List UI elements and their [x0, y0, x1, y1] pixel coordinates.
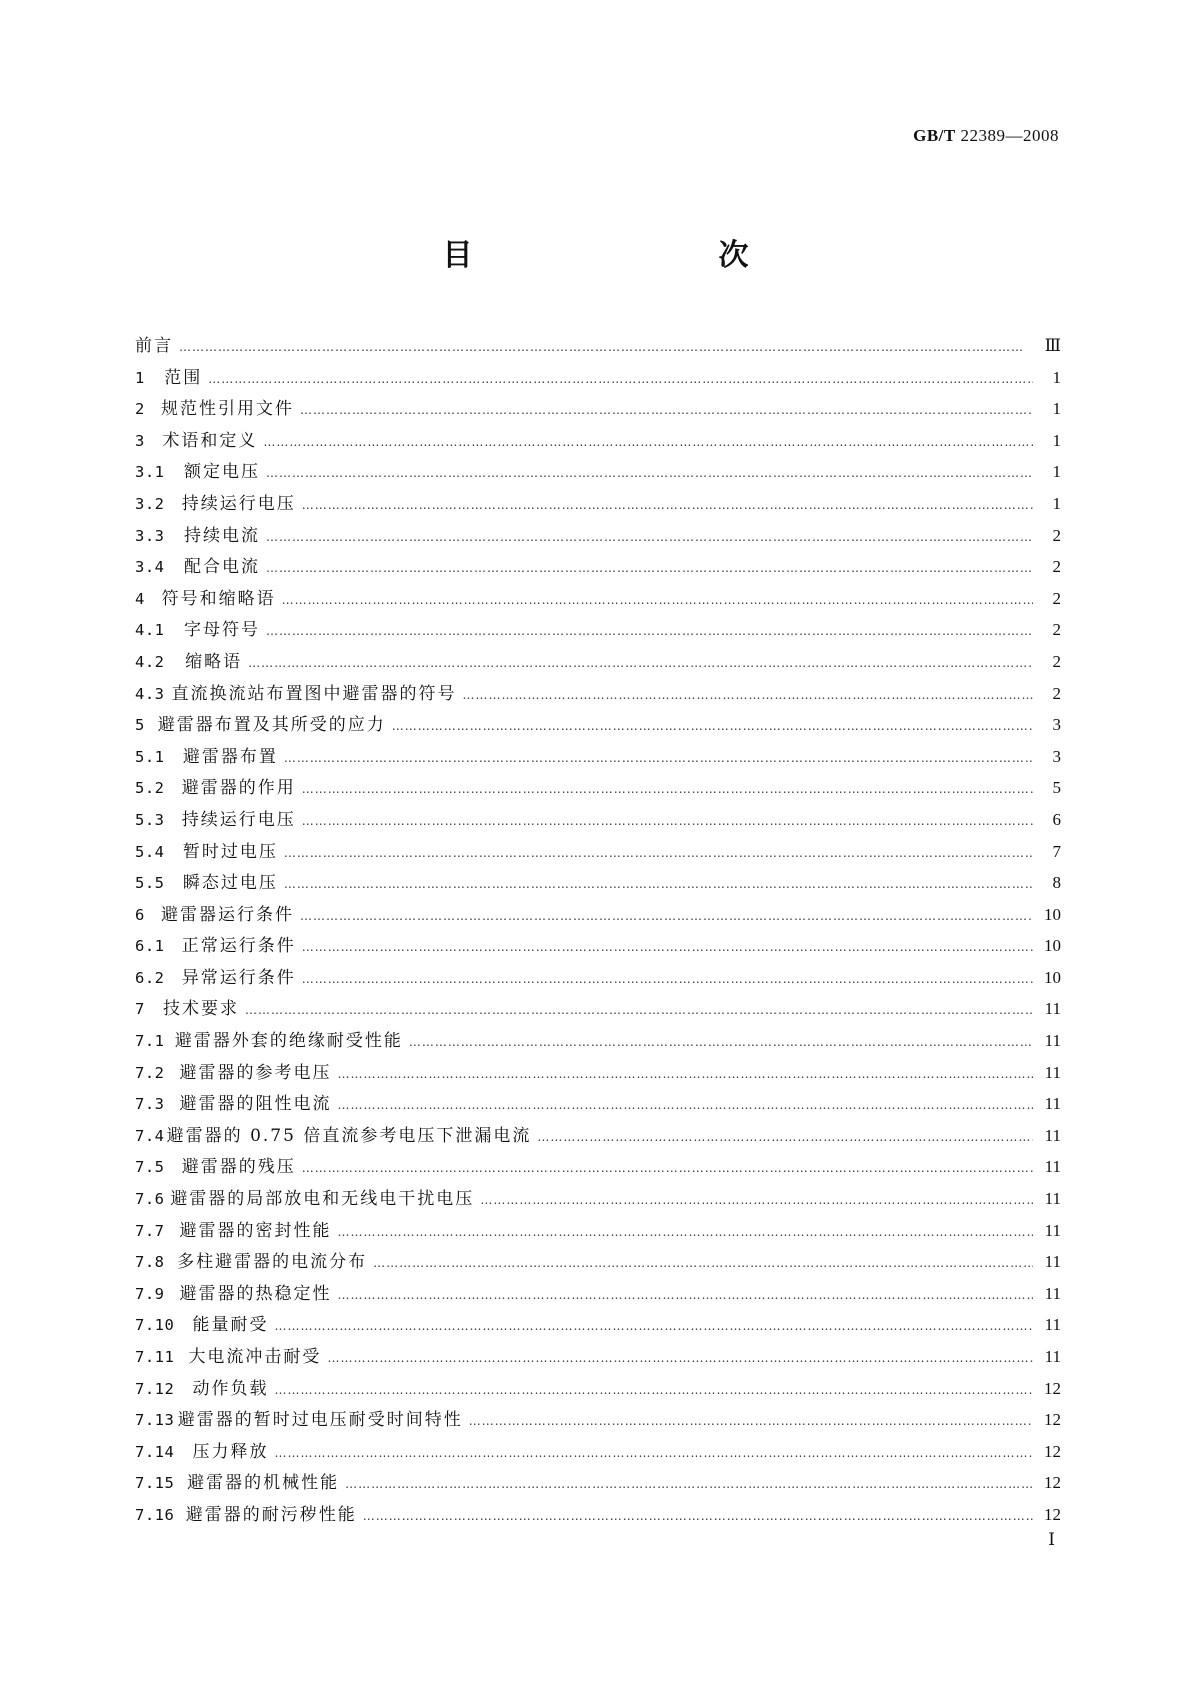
- toc-entry-page: 12: [1044, 1473, 1061, 1493]
- toc-leader-dots: [274, 1315, 1033, 1337]
- toc-entry-label: 字母符号: [184, 620, 261, 641]
- toc-entry-label: 避雷器运行条件: [161, 904, 295, 925]
- toc-entry-page: 11: [1044, 1157, 1061, 1177]
- toc-entry-number: 7.10: [135, 1316, 175, 1335]
- toc-entry-page: 2: [1052, 651, 1061, 671]
- toc-leader-dots: [363, 1505, 1033, 1527]
- toc-leader-dots: [266, 526, 1033, 548]
- toc-leader-dots: [302, 1157, 1033, 1179]
- toc-leader-dots: [302, 936, 1033, 958]
- toc-entry-label: 避雷器的残压: [181, 1157, 296, 1178]
- toc-entry-label: 额定电压: [184, 462, 261, 483]
- toc-leader-dots: [179, 336, 1033, 358]
- toc-entry-number: 3.4: [135, 558, 165, 577]
- toc-leader-dots: [373, 1252, 1033, 1274]
- toc-entry-label: 技术要求: [162, 999, 239, 1020]
- toc-leader-dots: [245, 999, 1033, 1021]
- toc-entry-page: 2: [1052, 557, 1061, 577]
- toc-entry-page: 3: [1052, 715, 1061, 735]
- toc-entry-number: 1: [135, 368, 145, 387]
- toc-leader-dots: [284, 873, 1033, 895]
- toc-entry-number: 5.3: [135, 810, 165, 829]
- toc-entry[interactable]: [135, 809, 1061, 841]
- toc-entry[interactable]: [135, 493, 1061, 525]
- toc-entry[interactable]: [135, 872, 1061, 904]
- toc-entry-page: 1: [1052, 430, 1061, 450]
- toc-entry-label: 符号和缩略语: [161, 588, 276, 609]
- toc-entry-number: 7.14: [135, 1442, 175, 1461]
- toc-entry[interactable]: [135, 904, 1061, 936]
- toc-entry-page: 10: [1044, 904, 1061, 924]
- toc-entry-label: 避雷器的暂时过电压耐受时间特性: [177, 1410, 463, 1431]
- toc-entry-number: 2: [135, 400, 145, 419]
- toc-leader-dots: [266, 557, 1033, 579]
- toc-entry[interactable]: [135, 841, 1061, 873]
- toc-entry-page: Ⅲ: [1044, 336, 1061, 355]
- toc-entry-number: 7.15: [135, 1474, 175, 1493]
- toc-entry-page: 10: [1044, 967, 1061, 987]
- toc-entry-number: 4.2: [135, 652, 165, 671]
- standard-code: 22389—2008: [960, 126, 1059, 145]
- toc-leader-dots: [302, 968, 1033, 990]
- toc-entry[interactable]: [135, 335, 1061, 367]
- toc-entry[interactable]: [135, 525, 1061, 557]
- toc-entry-label: 范围: [164, 367, 203, 388]
- toc-entry-page: 8: [1052, 873, 1061, 893]
- toc-entry-page: 3: [1052, 746, 1061, 766]
- toc-entry-number: 6.2: [135, 968, 165, 987]
- toc-entry-label: 避雷器布置: [182, 746, 278, 767]
- toc-entry-label: 动作负载: [192, 1378, 269, 1399]
- toc-leader-dots: [263, 431, 1033, 453]
- page-title: 目 次: [442, 238, 811, 273]
- toc-leader-dots: [462, 684, 1033, 706]
- toc-entry[interactable]: [135, 556, 1061, 588]
- toc-entry[interactable]: [135, 1062, 1061, 1094]
- toc-entry[interactable]: [135, 1346, 1061, 1378]
- toc-entry-number: 7.16: [135, 1505, 175, 1524]
- toc-entry-page: 2: [1052, 525, 1061, 545]
- toc-entry-page: 11: [1044, 1062, 1061, 1082]
- toc-entry-page: 11: [1044, 1252, 1061, 1272]
- toc-entry-label: 避雷器的参考电压: [179, 1062, 332, 1083]
- toc-entry-label: 异常运行条件: [181, 967, 296, 988]
- toc-entry-label: 缩略语: [185, 651, 243, 672]
- toc-entry-label: 避雷器的 0.75 倍直流参考电压下泄漏电流: [166, 1125, 532, 1146]
- toc-entry-number: 5.1: [135, 747, 165, 766]
- toc-entry[interactable]: [135, 714, 1061, 746]
- toc-entry-page: 1: [1052, 493, 1061, 513]
- toc-entry-page: 1: [1052, 462, 1061, 482]
- toc-entry-page: 11: [1044, 1283, 1061, 1303]
- toc-leader-dots: [327, 1347, 1033, 1369]
- toc-entry[interactable]: [135, 1093, 1061, 1125]
- toc-entry-number: 7.3: [135, 1095, 165, 1114]
- toc-leader-dots: [274, 1379, 1033, 1401]
- toc-entry[interactable]: [135, 1220, 1061, 1252]
- toc-entry[interactable]: [135, 1251, 1061, 1283]
- toc-entry[interactable]: [135, 1378, 1061, 1410]
- toc-entry[interactable]: [135, 1283, 1061, 1315]
- toc-leader-dots: [469, 1410, 1033, 1432]
- toc-leader-dots: [337, 1284, 1033, 1306]
- toc-entry-number: 5.5: [135, 874, 165, 893]
- toc-leader-dots: [337, 1094, 1033, 1116]
- toc-entry-number: 6: [135, 905, 145, 924]
- toc-entry-label: 能量耐受: [192, 1315, 269, 1336]
- toc-entry-number: 7.13: [135, 1411, 175, 1430]
- toc-entry-label: 避雷器布置及其所受的应力: [157, 715, 386, 736]
- toc-entry-number: 3.2: [135, 494, 165, 513]
- toc-entry-page: 11: [1044, 1125, 1061, 1145]
- toc-entry-page: 11: [1044, 1347, 1061, 1366]
- toc-entry-label: 避雷器的密封性能: [179, 1220, 332, 1241]
- toc-entry[interactable]: [135, 777, 1061, 809]
- toc-entry-number: 7.5: [135, 1158, 165, 1177]
- toc-entry[interactable]: [135, 651, 1061, 683]
- toc-entry[interactable]: [135, 1504, 1061, 1536]
- toc-leader-dots: [345, 1473, 1033, 1495]
- toc-entry-label: 持续电流: [184, 525, 261, 546]
- toc-entry-label: 多柱避雷器的电流分布: [177, 1252, 368, 1273]
- toc-entry-number: 7.2: [135, 1063, 165, 1082]
- toc-leader-dots: [480, 1189, 1033, 1211]
- toc-leader-dots: [282, 589, 1033, 611]
- toc-leader-dots: [302, 494, 1033, 516]
- toc-entry-label: 避雷器的局部放电和无线电干扰电压: [170, 1189, 475, 1210]
- toc-entry-page: 1: [1052, 367, 1061, 387]
- toc-leader-dots: [266, 620, 1033, 642]
- toc-entry-page: 6: [1052, 809, 1061, 829]
- toc-entry-label: 避雷器的热稳定性: [179, 1283, 332, 1304]
- toc-entry-number: 4.3: [135, 684, 165, 703]
- toc-entry[interactable]: [135, 398, 1061, 430]
- toc-entry-number: 7.1: [135, 1032, 165, 1051]
- toc-leader-dots: [337, 1063, 1033, 1085]
- toc-entry[interactable]: [135, 1156, 1061, 1188]
- toc-entry[interactable]: [135, 1314, 1061, 1346]
- standard-number: [913, 126, 1059, 146]
- toc-entry-number: 7.12: [135, 1379, 175, 1398]
- toc-entry[interactable]: [135, 998, 1061, 1030]
- toc-entry-label: 避雷器的阻性电流: [179, 1094, 332, 1115]
- toc-entry-number: 5: [135, 716, 145, 735]
- toc-entry-number: 4.1: [135, 621, 165, 640]
- toc-leader-dots: [208, 368, 1033, 390]
- toc-entry-label: 避雷器的作用: [181, 778, 296, 799]
- toc-entry-number: 7: [135, 1000, 145, 1019]
- toc-entry-label: 大电流冲击耐受: [188, 1347, 322, 1367]
- toc-entry-number: 7.4: [135, 1126, 165, 1145]
- toc-entry-number: 3.3: [135, 526, 165, 545]
- toc-entry-number: 3.1: [135, 463, 165, 482]
- toc-entry-label: 术语和定义: [162, 430, 258, 451]
- toc-entry-page: 5: [1052, 778, 1061, 798]
- toc-entry-label: 暂时过电压: [182, 841, 278, 862]
- toc-entry-page: 7: [1052, 841, 1061, 861]
- page-number: Ⅰ: [1048, 1530, 1055, 1549]
- standard-prefix: GB/T: [913, 126, 956, 145]
- toc-entry-label: 持续运行电压: [181, 493, 296, 514]
- toc-entry[interactable]: [135, 461, 1061, 493]
- toc-entry-page: 11: [1044, 1094, 1061, 1114]
- toc-entry[interactable]: [135, 746, 1061, 778]
- toc-entry-label: 瞬态过电压: [182, 873, 278, 894]
- toc-entry-page: 12: [1044, 1504, 1061, 1524]
- toc-entry-page: 2: [1052, 620, 1061, 640]
- toc-entry-page: 1: [1052, 399, 1061, 419]
- toc-entry-number: 4: [135, 589, 145, 608]
- toc-entry-label: 配合电流: [184, 557, 261, 578]
- toc-leader-dots: [300, 399, 1033, 421]
- toc-entry-number: 5.2: [135, 779, 165, 798]
- toc-entry-label: 规范性引用文件: [161, 399, 295, 420]
- toc-entry-page: 12: [1044, 1441, 1061, 1461]
- toc-entry[interactable]: [135, 1125, 1061, 1157]
- toc-entry-label: 持续运行电压: [181, 809, 296, 830]
- toc-entry-page: 11: [1044, 1315, 1061, 1335]
- toc-entry[interactable]: [135, 1409, 1061, 1441]
- toc-entry-page: 11: [1044, 999, 1061, 1019]
- toc-entry-label: 前言: [135, 336, 173, 356]
- toc-entry-page: 11: [1044, 1220, 1061, 1240]
- toc-entry[interactable]: [135, 967, 1061, 999]
- toc-entry-page: 12: [1044, 1410, 1061, 1430]
- toc-entry-page: 2: [1052, 588, 1061, 608]
- toc-leader-dots: [302, 810, 1033, 832]
- toc-entry-number: 5.4: [135, 842, 165, 861]
- toc-entry-number: 7.7: [135, 1221, 165, 1240]
- toc-entry-number: 7.8: [135, 1253, 165, 1272]
- toc-leader-dots: [537, 1126, 1033, 1148]
- toc-entry-number: 7.11: [135, 1348, 175, 1366]
- toc-leader-dots: [274, 1442, 1033, 1464]
- toc-entry[interactable]: [135, 1441, 1061, 1473]
- toc-entry-number: 7.6: [135, 1190, 165, 1209]
- toc-entry[interactable]: [135, 683, 1061, 715]
- toc-entry-page: 11: [1044, 1031, 1061, 1051]
- toc-entry-label: 避雷器的机械性能: [187, 1473, 340, 1494]
- toc-entry-label: 正常运行条件: [181, 936, 296, 957]
- toc-entry-page: 11: [1044, 1189, 1061, 1209]
- toc-entry[interactable]: [135, 367, 1061, 399]
- toc-entry-label: 避雷器外套的绝缘耐受性能: [174, 1031, 403, 1052]
- toc-entry[interactable]: [135, 1030, 1061, 1062]
- toc-leader-dots: [392, 715, 1033, 737]
- toc-entry-number: 3: [135, 431, 145, 450]
- toc-leader-dots: [284, 842, 1033, 864]
- toc-entry[interactable]: [135, 1472, 1061, 1504]
- toc-entry[interactable]: [135, 619, 1061, 651]
- toc-entry-number: 6.1: [135, 937, 165, 956]
- toc-leader-dots: [409, 1031, 1033, 1053]
- toc-entry-page: 10: [1044, 936, 1061, 956]
- toc-entry[interactable]: [135, 1188, 1061, 1220]
- toc-entry[interactable]: [135, 588, 1061, 620]
- toc-leader-dots: [337, 1221, 1033, 1243]
- toc-entry-label: 压力释放: [192, 1441, 269, 1462]
- toc-entry[interactable]: [135, 935, 1061, 967]
- toc-entry-page: 2: [1052, 683, 1061, 703]
- toc-entry-label: 避雷器的耐污秽性能: [185, 1504, 357, 1525]
- toc-leader-dots: [266, 462, 1033, 484]
- toc-entry[interactable]: [135, 430, 1061, 462]
- toc-entry-number: 7.9: [135, 1284, 165, 1303]
- toc-entry-label: 直流换流站布置图中避雷器的符号: [171, 683, 457, 704]
- toc-leader-dots: [302, 778, 1033, 800]
- toc-leader-dots: [300, 905, 1033, 927]
- table-of-contents: [135, 335, 1061, 1536]
- toc-leader-dots: [284, 747, 1033, 769]
- toc-entry-page: 12: [1044, 1378, 1061, 1398]
- toc-leader-dots: [248, 652, 1033, 674]
